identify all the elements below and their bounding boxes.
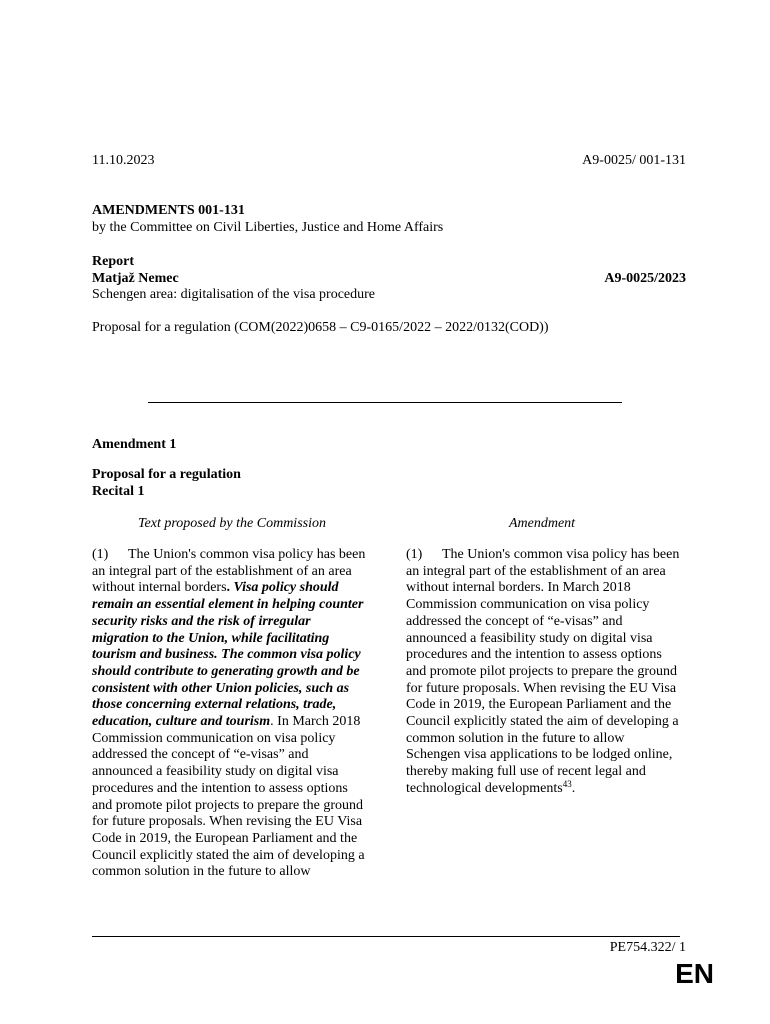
footnote-reference[interactable]: 43: [562, 778, 572, 789]
deleted-text-dot: .: [226, 580, 231, 596]
page-reference: PE754.322/ 1: [609, 940, 686, 955]
amendment-text: The Union's common visa policy has been an integral part of the establishment of an area without internal borders. In March 2018 Commission communication on visa policy addressed the concept of “e-visas” and announced a feasibility study on digital visa procedures and the intention to assess options and promote pilot projects to prepare the ground for future proposals. When revising the EU Visa Code in 2019, the European Parliament and the Council explicitly stated the aim of developing a common solution in the future to allow Schengen visa applications to be lodged online, thereby making full use of recent legal and technological developments: [406, 547, 680, 796]
commission-text-part: The Union's common visa policy has been an integral part of the establishment of an area without internal borders: [92, 547, 366, 596]
commission-recital-paragraph: [92, 547, 367, 881]
proposal-label: Proposal for a regulation: [92, 467, 241, 482]
amendments-title: AMENDMENTS 001-131: [92, 203, 245, 218]
committee-line: by the Committee on Civil Liberties, Justice and Home Affairs: [92, 220, 444, 235]
document-reference: A9-0025/ 001-131: [582, 153, 686, 168]
amendment-heading: Amendment 1: [92, 437, 177, 452]
amendment-text-header: Amendment: [508, 516, 576, 531]
proposal-reference: Proposal for a regulation (COM(2022)0658 – C9-0165/2022 – 2022/0132(COD)): [92, 320, 549, 335]
amendment-text-end: .: [571, 780, 576, 796]
amendment-text-column: [406, 547, 682, 798]
commission-text-part: . In March 2018 Commission communication on visa policy addressed the concept of “e-visas” and announced a feasibility study on digital visa procedures and the intention to assess options and promote pilot projects to prepare the ground for future proposals. When revising the EU Visa Code in 2019, the European Parliament and the Council explicitly stated the aim of developing a common solution in the future to allow: [92, 714, 365, 880]
language-code: EN: [675, 958, 714, 989]
recital-number: (1): [406, 547, 423, 562]
report-label: Report: [92, 254, 134, 269]
recital-label: Recital 1: [92, 484, 145, 499]
report-reference: A9-0025/2023: [604, 271, 686, 286]
document-date: 11.10.2023: [92, 153, 155, 168]
commission-text-header: Text proposed by the Commission: [138, 516, 326, 531]
separator-line: [148, 402, 622, 403]
footer-rule: [92, 936, 680, 937]
rapporteur-name: Matjaž Nemec: [92, 271, 179, 286]
report-subject: Schengen area: digitalisation of the visa procedure: [92, 287, 376, 302]
amendment-recital-paragraph: [406, 547, 682, 798]
deleted-text: Visa policy should remain an essential element in helping counter security risks and the risk of irregular migration to the Union, while facilitating tourism and business. The common visa policy should contribute to generating growth and be consistent with other Union policies, such as those concerning external relations, trade, education, culture and tourism: [92, 580, 364, 730]
commission-text-column: [92, 547, 367, 881]
recital-number: (1): [92, 547, 109, 562]
